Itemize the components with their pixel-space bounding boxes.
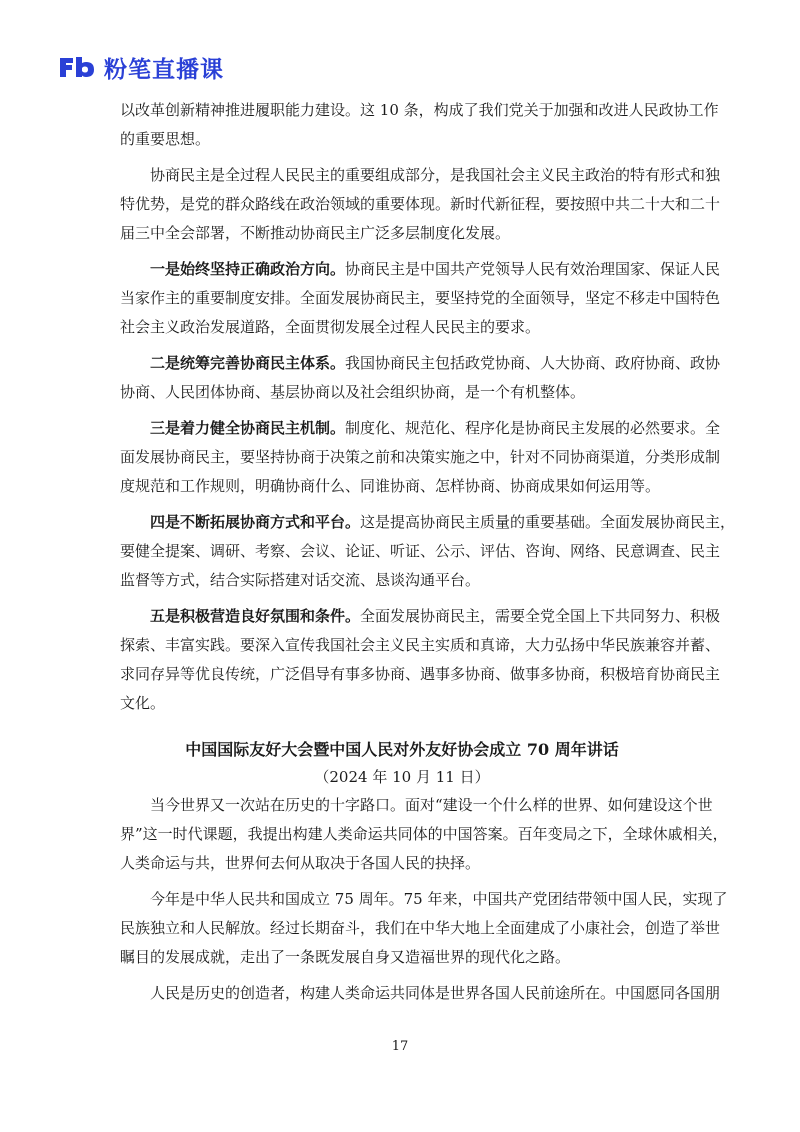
speech-title: 中国国际友好大会暨中国人民对外友好协会成立 70 周年讲话 [185, 740, 619, 759]
text-line: 届三中全会部署，不断推动协商民主广泛多层制度化发展。 [120, 224, 511, 242]
fenbi-logo-icon [58, 55, 96, 79]
text-line: 协商民主是全过程人民民主的重要组成部分，是我国社会主义民主政治的特有形式和独 [150, 166, 721, 184]
text-line: 探索、丰富实践。要深入宣传我国社会主义民主实质和真谛，大力弘扬中华民族兼容并蓄、 [120, 636, 721, 654]
text-line: 度规范和工作规则，明确协商什么、同谁协商、怎样协商、协商成果如何运用等。 [120, 477, 661, 495]
text-line: 监督等方式，结合实际搭建对话交流、恳谈沟通平台。 [120, 571, 481, 589]
point-heading: 三是着力健全协商民主机制。 [150, 419, 346, 437]
text-line: 瞩目的发展成就，走出了一条既发展自身又造福世界的现代化之路。 [120, 948, 571, 966]
text-line: 一是始终坚持正确政治方向。协商民主是中国共产党领导人民有效治理国家、保证人民 [150, 260, 721, 278]
text-line: 五是积极营造良好氛围和条件。全面发展协商民主，需要全党全国上下共同努力、积极 [150, 607, 721, 625]
page-number: 17 [391, 1039, 409, 1054]
text-line: 要健全提案、调研、考察、会议、论证、听证、公示、评估、咨询、网络、民意调查、民主 [120, 542, 721, 560]
text-line: 当今世界又一次站在历史的十字路口。面对“建设一个什么样的世界、如何建设这个世 [150, 796, 713, 814]
text-line: 面发展协商民主，要坚持协商于决策之前和决策实施之中，针对不同协商渠道，分类形成制 [120, 448, 721, 466]
text-line: 今年是中华人民共和国成立 75 周年。75 年来，中国共产党团结带领中国人民，实现了 [150, 890, 728, 908]
text-line: 界”这一时代课题，我提出构建人类命运共同体的中国答案。百年变局之下，全球休戚相关， [120, 825, 728, 843]
text-line: 的重要思想。 [120, 130, 211, 148]
point-heading: 五是积极营造良好氛围和条件。 [150, 607, 361, 625]
text-line: 协商、人民团体协商、基层协商以及社会组织协商，是一个有机整体。 [120, 383, 586, 401]
brand-name: 粉笔直播课 [104, 56, 224, 83]
speech-date: （2024 年 10 月 11 日） [314, 768, 490, 786]
text-line: 二是统筹完善协商民主体系。我国协商民主包括政党协商、人大协商、政府协商、政协 [150, 354, 721, 372]
point-heading: 二是统筹完善协商民主体系。 [150, 354, 346, 372]
point-heading: 四是不断拓展协商方式和平台。 [150, 513, 361, 531]
text-line: 民族独立和人民解放。经过长期奋斗，我们在中华大地上全面建成了小康社会，创造了举世 [120, 919, 721, 937]
text-line: 四是不断拓展协商方式和平台。这是提高协商民主质量的重要基础。全面发展协商民主， [150, 513, 736, 531]
text-line: 当家作主的重要制度安排。全面发展协商民主，要坚持党的全面领导，坚定不移走中国特色 [120, 289, 721, 307]
text-line: 以改革创新精神推进履职能力建设。这 10 条，构成了我们党关于加强和改进人民政协工作 [120, 101, 719, 119]
text-line: 特优势，是党的群众路线在政治领域的重要体现。新时代新征程，要按照中共二十大和二十 [120, 195, 721, 213]
point-heading: 一是始终坚持正确政治方向。 [150, 260, 346, 278]
text-line: 三是着力健全协商民主机制。制度化、规范化、程序化是协商民主发展的必然要求。全 [150, 419, 721, 437]
text-line: 社会主义政治发展道路，全面贯彻发展全过程人民民主的要求。 [120, 318, 541, 336]
text-line: 人类命运与共，世界何去何从取决于各国人民的抉择。 [120, 854, 481, 872]
text-line: 人民是历史的创造者，构建人类命运共同体是世界各国人民前途所在。中国愿同各国朋 [150, 984, 721, 1002]
document-body [120, 96, 736, 1008]
text-line: 求同存异等优良传统，广泛倡导有事多协商、遇事多协商、做事多协商，积极培育协商民主 [120, 665, 721, 683]
text-line: 文化。 [120, 694, 166, 712]
header [58, 52, 224, 82]
